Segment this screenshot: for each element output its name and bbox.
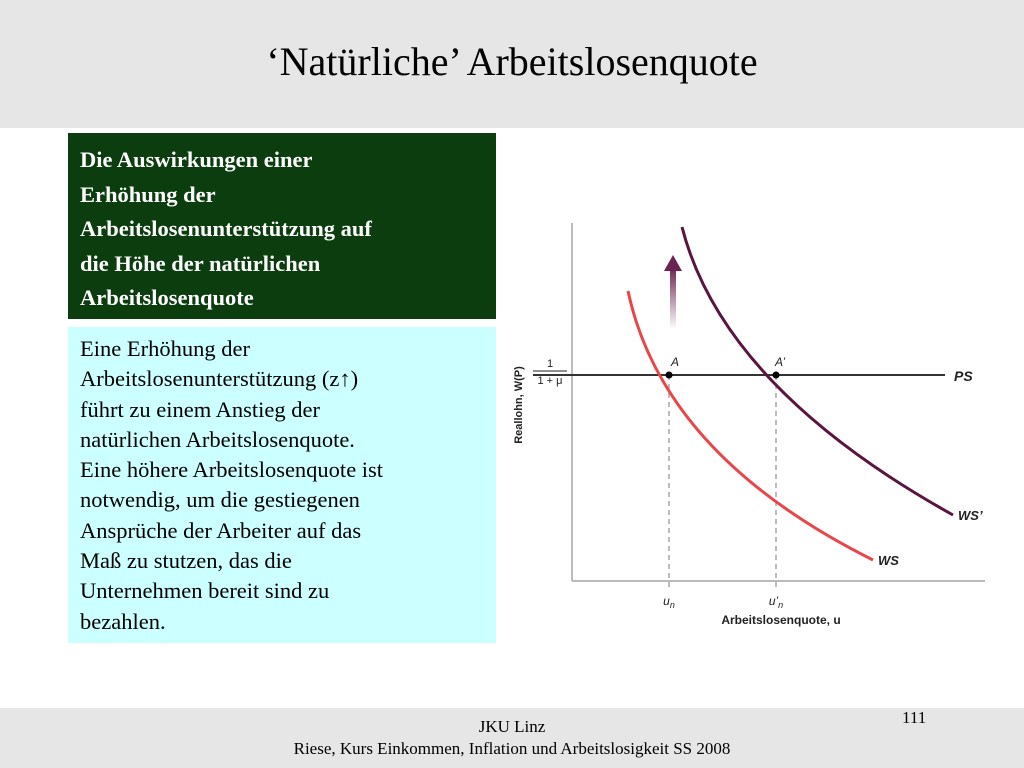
heading-line: Arbeitslosenquote	[80, 285, 254, 310]
x-tick-un-prime-sub: n	[778, 600, 784, 610]
body-line: notwendig, um die gestiegenen	[80, 487, 360, 513]
body-line: führt zu einem Anstieg der	[80, 396, 320, 422]
page-number: 111	[902, 708, 927, 727]
shift-arrow-shaft	[670, 267, 676, 329]
explanation-box	[68, 327, 496, 643]
y-axis-label: Reallohn, W(P)	[513, 366, 525, 444]
ws-label: WS	[878, 553, 899, 568]
body-line: Unternehmen bereit sind zu	[80, 578, 330, 604]
ps-label: PS	[954, 368, 973, 384]
point-a-label: A	[671, 355, 680, 369]
point-a-prime	[773, 372, 780, 379]
labor-market-chart	[505, 215, 995, 635]
body-line: Ansprüche der Arbeiter auf das	[80, 517, 362, 543]
ws-prime-curve	[682, 227, 953, 515]
slide-title: ‘Natürliche’ Arbeitslosenquote	[266, 39, 758, 84]
up-arrow-icon: ↑	[339, 366, 351, 392]
ws-curve	[628, 291, 873, 560]
body-line: natürlichen Arbeitslosenquote.	[80, 426, 355, 452]
body-text: Arbeitslosenunterstützung (z	[80, 366, 340, 392]
heading-box	[68, 133, 496, 319]
point-a-prime-label: A’	[775, 355, 786, 369]
x-axis-label: Arbeitslosenquote, u	[721, 613, 841, 627]
ps-denominator: 1 + μ	[537, 375, 563, 387]
heading-line: Erhöhung der	[80, 181, 216, 207]
body-line: Eine höhere Arbeitslosenquote ist	[80, 457, 384, 483]
heading-line: Arbeitslosenunterstützung auf	[80, 216, 372, 241]
point-a	[666, 372, 673, 379]
x-tick-un-sub: n	[669, 600, 675, 610]
footer-institution: JKU Linz	[478, 717, 546, 736]
body-line	[80, 364, 484, 394]
body-line: Eine Erhöhung der	[80, 336, 250, 361]
footer-course: Riese, Kurs Einkommen, Inflation und Arbeitslosigkeit SS 2008	[293, 739, 731, 758]
shift-arrow-head	[664, 255, 682, 271]
x-tick-un	[663, 594, 675, 610]
body-text: )	[350, 366, 359, 392]
ws-prime-label: WS’	[958, 508, 983, 523]
x-tick-un-main: u	[663, 594, 670, 608]
body-line: Maß zu stutzen, das die	[80, 548, 292, 574]
ps-numerator: 1	[546, 358, 554, 370]
x-tick-un-prime-main: u’	[768, 594, 779, 608]
heading-line: die Höhe der natürlichen	[80, 250, 321, 276]
x-tick-un-prime	[769, 594, 783, 610]
heading-line: Die Auswirkungen einer	[80, 147, 313, 172]
body-line: bezahlen.	[80, 608, 166, 634]
